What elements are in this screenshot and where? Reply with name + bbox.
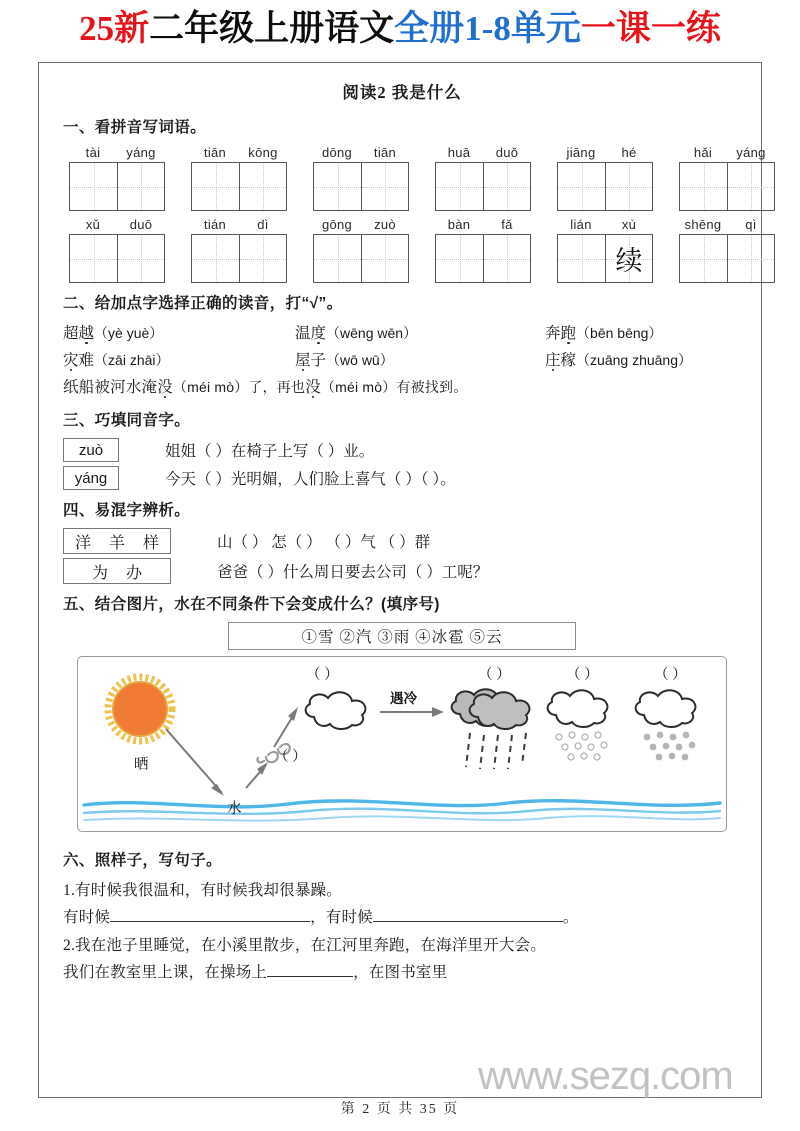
arrow-vapor-to-cloud [274,707,298,747]
answer-prefix: 有时候 [63,909,111,927]
pinyin-word-block [313,145,409,211]
example-text: 我在池子里睡觉，在小溪里散步，在江河里奔跑，在海洋里开大会。 [75,936,547,954]
word-plain: 难 [78,352,95,370]
reading-choice-sentence[interactable] [63,375,743,400]
section-2-heading: 二、给加点字选择正确的读音，打“√”。 [63,295,343,312]
pinyin-options[interactable]: （zuāng zhuāng） [576,352,692,369]
pinyin-grid-row-2 [69,217,757,283]
pinyin-syllable: yáng [126,145,156,160]
tianzige-grid[interactable] [557,234,653,283]
pinyin-syllable: yáng [736,145,766,160]
reading-choice-item[interactable] [545,348,743,373]
section-3-heading: 三、巧填同音字。 [63,412,191,430]
pinyin-syllable: hé [621,145,637,160]
pinyin-options[interactable]: （wō wū） [326,352,394,369]
pinyin-label [69,217,165,232]
answer-options-band: ①雪 ②汽 ③雨 ④冰雹 ⑤云 [228,622,576,650]
tianzige-grid[interactable] [191,162,287,211]
reading-choice-item[interactable] [295,348,545,373]
word-dotted: 庄 [545,352,561,370]
tianzige-grid[interactable] [557,162,653,211]
word-dotted: 屋 [295,352,311,370]
tianzige-cell[interactable] [239,163,286,210]
tianzige-grid[interactable] [679,162,775,211]
tianzige-cell[interactable] [605,163,652,210]
sentence-answer-1[interactable] [63,905,743,930]
pinyin-options[interactable]: （yè yuè） [94,325,164,341]
worksheet-sheet [38,62,766,1098]
pinyin-syllable: jiāng [566,145,596,160]
pinyin-syllable: zuò [374,217,396,232]
pinyin-label [557,217,653,232]
pinyin-syllable: duǒ [495,145,519,160]
page-footer: 第 2 页 共 35 页 [340,1102,460,1117]
tianzige-cell[interactable] [117,163,164,210]
tianzige-grid[interactable] [69,162,165,211]
cloud-icon-hail [636,691,696,761]
diagram-label-cool: 遇冷 [390,691,417,707]
word-dotted: 跑 [560,325,577,342]
banner-part-black: 二年级上册语文 [149,9,395,48]
pinyin-label [191,217,287,232]
tianzige-cell[interactable] [436,235,483,282]
pinyin-word-block [435,217,531,283]
tianzige-cell[interactable] [117,235,164,282]
word-dotted: 没 [305,379,321,397]
tianzige-cell[interactable] [727,235,774,282]
tianzige-cell[interactable] [558,163,605,210]
tianzige-cell[interactable] [361,235,408,282]
word-plain: 子 [310,352,327,370]
pinyin-word-block [435,145,531,211]
sentence-mid-2: （méi mò）有被找到。 [320,379,468,396]
tianzige-cell[interactable] [483,163,530,210]
arrow-sun-to-water [166,729,224,796]
pinyin-options[interactable]: （bēn bēng） [576,325,663,341]
diagram-blank-snow[interactable]: （ ） [566,667,599,684]
diagram-label-sun: 晒 [134,757,149,774]
pinyin-syllable: huā [447,145,471,160]
arrow-cool [380,707,444,717]
item-number: 1. [63,882,76,900]
pinyin-syllable: tiān [373,145,397,160]
confusable-hint-box: 为 办 [63,558,171,584]
sentence-mid-1: （méi mò）了，再也 [172,379,306,396]
answer-mid: ，在图书室里 [353,963,448,981]
pinyin-label [435,217,531,232]
tianzige-cell[interactable] [314,235,361,282]
reading-choice-item[interactable] [545,321,743,346]
word-dotted: 越 [78,325,95,342]
homophone-hint-box: yáng [63,466,119,490]
section-4-heading: 四、易混字辨析。 [63,502,191,520]
word-plain: 温 [295,325,311,342]
word-plain: 稼 [560,352,577,370]
tianzige-cell[interactable] [436,163,483,210]
homophone-item [63,466,743,490]
diagram-blank-hail[interactable]: （ ） [654,667,687,684]
banner-part-red-1: 25新 [79,9,150,48]
pinyin-syllable: tiān [203,145,227,160]
pinyin-label [69,145,165,160]
tianzige-cell[interactable] [192,235,239,282]
item-number: 2. [63,936,76,954]
pinyin-word-block [191,217,287,283]
tianzige-grid[interactable] [679,234,775,283]
pinyin-syllable: lián [570,217,592,232]
pinyin-options[interactable]: （wēng wēn） [326,325,418,341]
tianzige-grid[interactable] [191,234,287,283]
reading-choice-row-1 [63,321,743,346]
pinyin-label [435,145,531,160]
confusable-hint-box: 洋 羊 样 [63,528,171,554]
sentence-example-1 [63,878,743,903]
pinyin-syllable: gōng [321,217,353,232]
pinyin-label [191,145,287,160]
word-dotted: 度 [310,325,327,342]
pinyin-syllable: dì [257,217,269,232]
sentence-pre: 纸船被河水淹 [63,379,158,397]
example-text: 有时候我很温和，有时候我却很暴躁。 [75,882,342,900]
confusable-item [63,558,743,584]
section-5-heading: 五、结合图片，水在不同条件下会变成什么？(填序号) [63,596,440,614]
pinyin-label [679,145,775,160]
pinyin-label [557,145,653,160]
tianzige-cell[interactable] [605,235,652,282]
sentence-example-2 [63,933,743,958]
tianzige-cell[interactable] [70,163,117,210]
pinyin-syllable: tài [85,145,101,160]
reading-choice-item[interactable] [63,348,295,373]
tianzige-grid[interactable] [435,234,531,283]
pinyin-word-block [557,217,653,283]
pinyin-word-block [679,145,775,211]
answer-blank[interactable] [110,921,310,922]
tianzige-grid[interactable] [313,162,409,211]
tianzige-grid[interactable] [313,234,409,283]
sentence-answer-2[interactable] [63,960,743,985]
pinyin-syllable: bàn [447,217,471,232]
tianzige-grid[interactable] [435,162,531,211]
reading-choice-item[interactable] [295,321,545,346]
site-watermark: www.sezq.com [478,1054,733,1098]
word-plain: 奔 [545,325,561,342]
tianzige-cell[interactable] [483,235,530,282]
word-dotted: 灾 [63,352,79,370]
tianzige-cell[interactable] [192,163,239,210]
pinyin-word-block [557,145,653,211]
homophone-item [63,438,743,462]
pinyin-label [313,217,409,232]
word-dotted: 没 [157,379,173,397]
banner-part-blue: 全册1-8单元 [394,9,581,48]
pinyin-syllable: dōng [321,145,353,160]
cloud-icon-snow [548,691,608,761]
answer-prefix: 我们在教室里上课，在操场上 [63,963,268,981]
pinyin-grid-row-1 [69,145,766,211]
diagram-blank-rain[interactable]: （ ） [478,667,511,684]
tianzige-cell-char: 续 [615,246,643,276]
sun-icon [108,677,172,741]
water-waves-icon [84,801,720,821]
reading-choice-row-2 [63,348,743,373]
tianzige-cell[interactable] [239,235,286,282]
answer-blank[interactable] [373,921,563,922]
confusable-item [63,528,743,554]
pinyin-syllable: shēng [684,217,722,232]
page-banner [0,0,800,48]
arrow-water-to-vapor [246,762,268,788]
answer-blank[interactable] [267,976,353,977]
water-cycle-svg [78,657,726,831]
confusable-sentence[interactable]: 山（ ） 怎（ ） （ ）气 （ ）群 [217,534,431,552]
pinyin-label [679,217,775,232]
pinyin-syllable: hǎi [693,145,713,160]
homophone-sentence[interactable]: 姐姐（ ）在椅子上写（ ）业。 [165,443,375,461]
tianzige-cell[interactable] [680,163,727,210]
cloud-icon-rain [452,690,530,770]
pinyin-word-block [69,217,165,283]
word-plain: 超 [63,325,79,342]
tianzige-grid[interactable] [69,234,165,283]
worksheet-title: 阅读2 我是什么 [342,83,462,102]
diagram-blank-vapor[interactable]: （ ） [274,749,307,766]
answer-mid: ，有时候 [310,909,373,927]
tianzige-cell[interactable] [680,235,727,282]
diagram-label-water: 水 [227,801,242,818]
tianzige-cell[interactable] [558,235,605,282]
cloud-icon-white [306,693,366,730]
pinyin-syllable: tián [203,217,227,232]
pinyin-syllable: xù [621,217,637,232]
pinyin-word-block [69,145,165,211]
confusable-sentence[interactable]: 爸爸（ ）什么周日要去公司（ ）工呢？ [217,564,489,582]
homophone-sentence[interactable]: 今天（ ）光明媚，人们脸上喜气（ ）（ ）。 [165,471,456,489]
diagram-blank-cloud[interactable]: （ ） [306,667,339,684]
homophone-hint-box: zuò [63,438,119,462]
tianzige-cell[interactable] [361,163,408,210]
section-6-heading: 六、照样子，写句子。 [63,852,223,870]
banner-part-red-2: 一课一练 [580,9,721,48]
pinyin-syllable: xǔ [85,217,101,232]
pinyin-word-block [191,145,287,211]
pinyin-word-block [679,217,775,283]
section-1-heading: 一、看拼音写词语。 [63,119,207,136]
pinyin-label [313,145,409,160]
answer-end: 。 [562,909,579,927]
pinyin-syllable: fǎ [501,217,513,232]
pinyin-options[interactable]: （zāi zhāi） [94,352,170,369]
pinyin-syllable: qì [745,217,757,232]
reading-choice-item[interactable] [63,321,295,346]
pinyin-syllable: kōng [248,145,278,160]
water-cycle-diagram [77,656,727,832]
pinyin-syllable: duō [129,217,153,232]
pinyin-word-block [313,217,409,283]
tianzige-cell[interactable] [314,163,361,210]
tianzige-cell[interactable] [70,235,117,282]
tianzige-cell[interactable] [727,163,774,210]
